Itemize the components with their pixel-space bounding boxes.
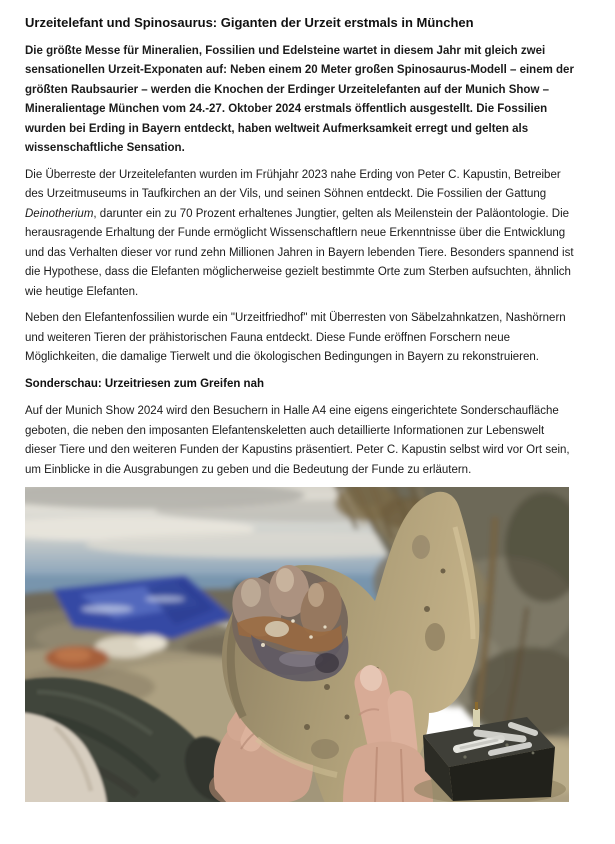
white-bag xyxy=(135,635,167,651)
small-vial xyxy=(473,709,480,727)
bone-pit xyxy=(425,623,445,651)
lead-paragraph: Die größte Messe für Mineralien, Fossilien und Edelsteine wartet in diesem Jahr mit gleich zwei sensationellen Urzeit-Exponaten auf: Neben einem 20 Meter großen Spinosaurus-Modell – einem der größten Raubsaurier – werden die Knochen der Erdinger Urzeitelefanten auf der Munich Show – Mineralientage München vom 24.-27. Oktober 2024 erstmals öffentlich ausgestellt. Die Fossilien wurden bei Erding in Bayern entdeckt, haben weltweit Aufmerksamkeit erregt und gelten als wissenschaftliche Sensation. xyxy=(25,44,574,154)
paragraph-graveyard: Neben den Elefantenfossilien wurde ein "Urzeitfriedhof" mit Überresten von Säbelzahnkatzen, Nashörnern und weiteren Tieren der prähistorischen Fauna entdeckt. Diese Funde eröffnen Forschern neue Möglichkeiten, die damalige Tierwelt und die ökologischen Bedingungen in Bayern zu rekonstruieren. xyxy=(25,312,566,363)
tooth-cavity xyxy=(315,653,339,673)
article-title: Urzeitelefant und Spinosaurus: Giganten der Urzeit erstmals in München xyxy=(25,15,474,30)
subheading: Sonderschau: Urzeitriesen zum Greifen nah xyxy=(25,377,265,390)
species-name-italic: Deinotherium xyxy=(25,207,94,220)
bone-pit xyxy=(412,535,430,559)
excavation-photo xyxy=(25,487,569,802)
paragraph-discovery-after: , darunter ein zu 70 Prozent erhaltenes Jungtier, gelten als Meilenstein der Paläontologie. Die herausragende Erhaltung der Funde ermöglicht Wissenschaftlern neue Erkenntnisse über die Entwicklung und das Verhalten dieser vor rund zehn Millionen Jahren in Bayern lebenden Tiere. Besonders spannend ist die Hypothese, dass die Elefanten möglicherweise gezielt bestimmte Orte zum Sterben aufsuchten, ähnlich wie heutige Elefanten. xyxy=(25,207,574,298)
tooth-crystals xyxy=(265,621,289,637)
bone-pit xyxy=(311,739,339,759)
paragraph-show: Auf der Munich Show 2024 wird den Besuchern in Halle A4 eine eigens eingerichtete Sonderschaufläche geboten, die neben den imposanten Elefantenskeletten auch detaillierte Informationen zur Lebenswelt dieser Tiere und den weiteren Funden der Kapustins präsentiert. Peter C. Kapustin selbst wird vor Ort sein, um Einblicke in die Ausgrabungen zu geben und die Bedeutung der Funde zu erläutern. xyxy=(25,405,570,476)
vial-tip xyxy=(475,702,478,710)
paragraph-discovery-before: Die Überreste der Urzeitelefanten wurden im Frühjahr 2023 nahe Erding von Peter C. Kapustin, Betreiber des Urzeitmuseums in Taufkirchen an der Vils, und seinen Söhnen entdeckt. Die Fossilien der Gattung xyxy=(25,168,561,200)
orange-object xyxy=(55,648,91,662)
paragraph-discovery xyxy=(25,166,576,303)
